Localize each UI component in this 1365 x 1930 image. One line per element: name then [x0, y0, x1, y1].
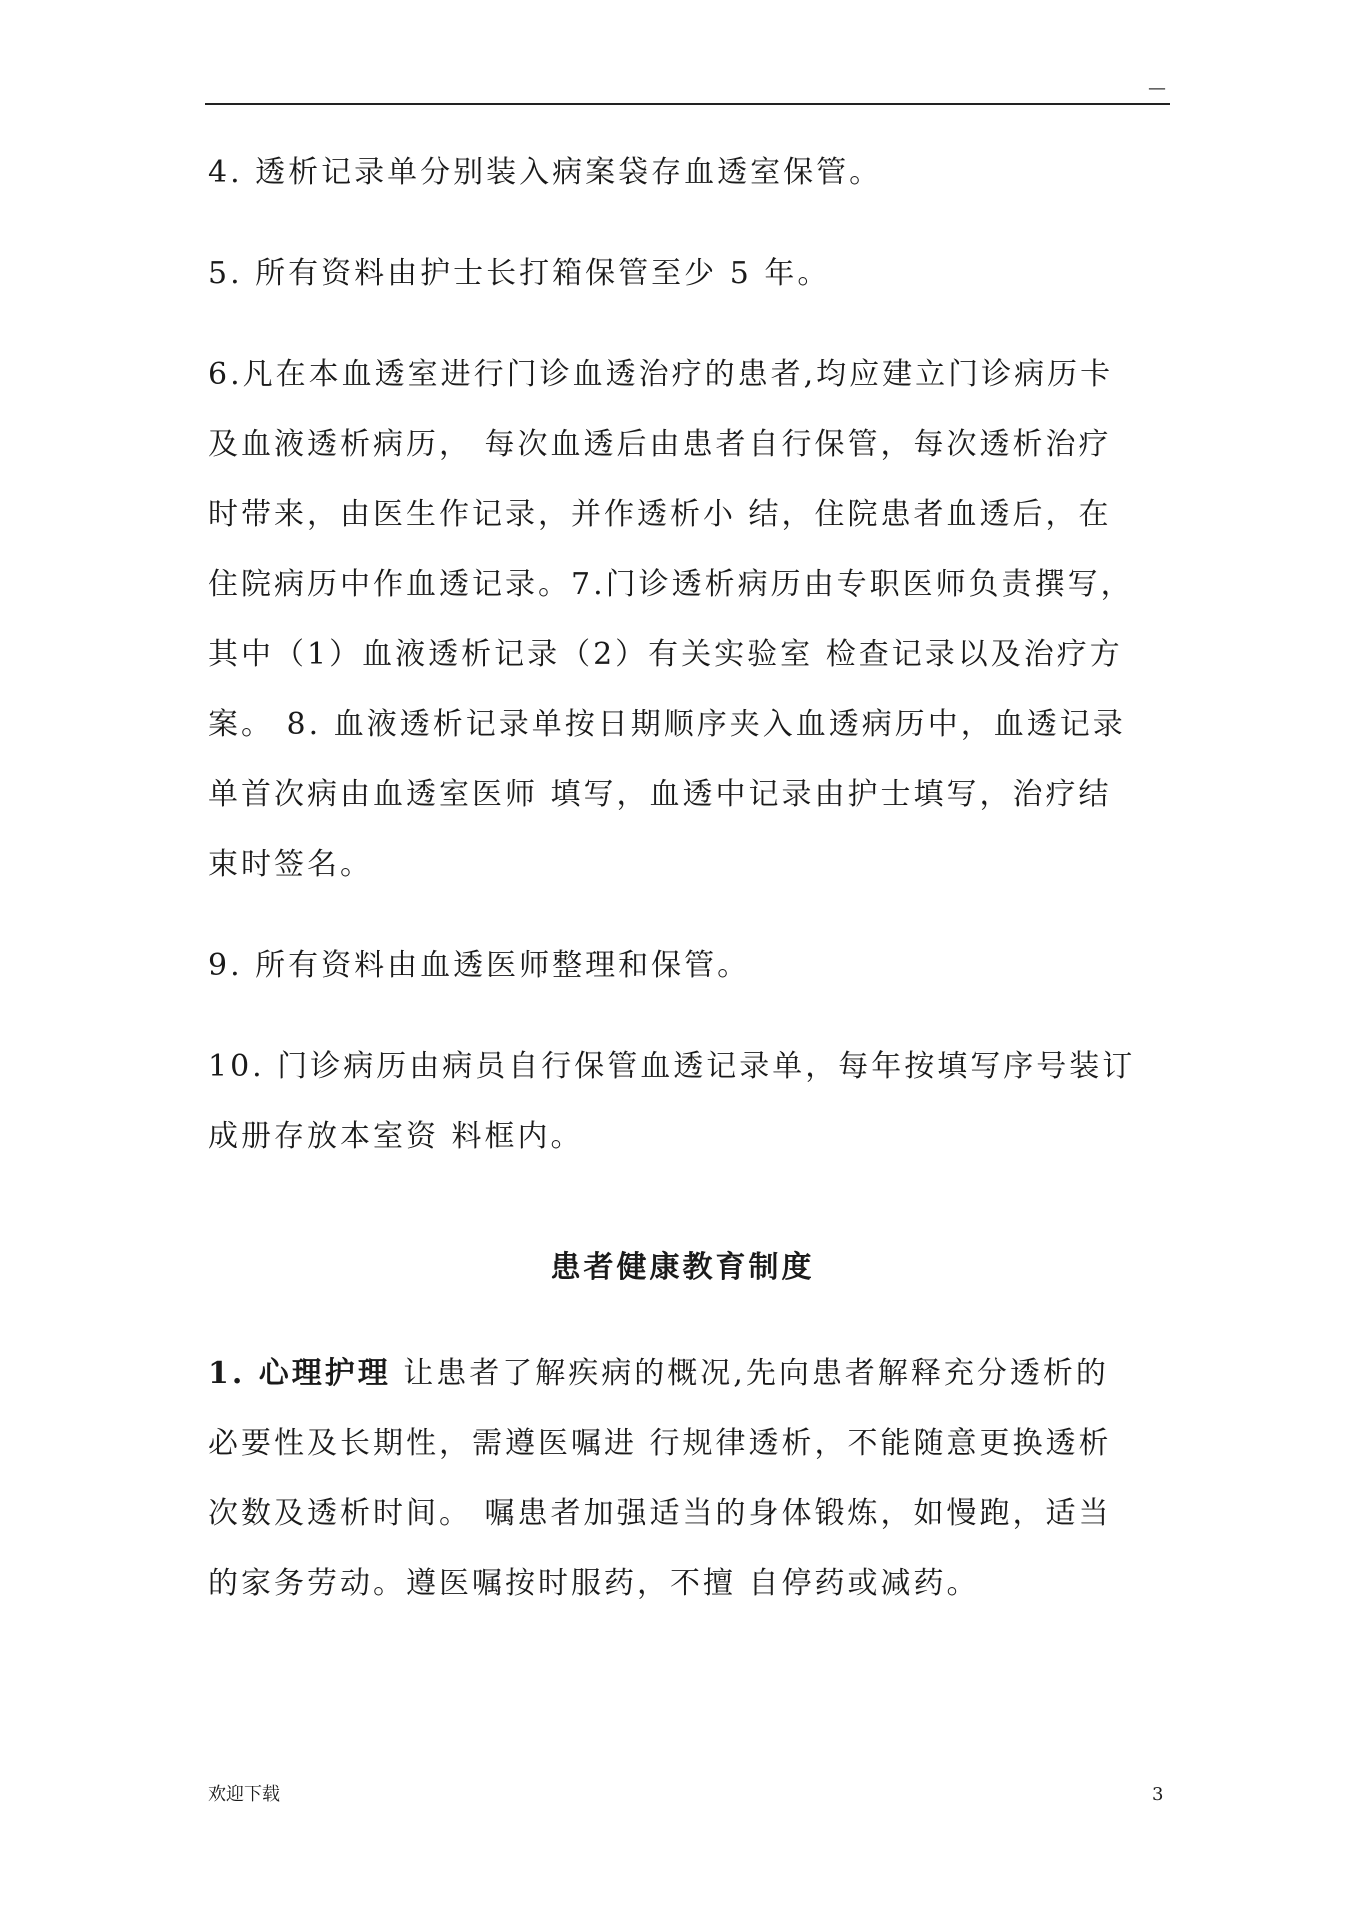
paragraph-line: 5. 所有资料由护士长打箱保管至少 5 年。 — [208, 256, 831, 291]
item-bold-label: 心理护理 — [258, 1356, 391, 1391]
paragraph-line: 案。 8. 血液透析记录单按日期顺序夹入血透病历中，血透记录 — [208, 707, 1126, 742]
paragraph-line: 6.凡在本血透室进行门诊血透治疗的患者,均应建立门诊病历卡 — [208, 357, 1114, 392]
header-mark: — — [1148, 78, 1166, 99]
paragraph-line: 4. 透析记录单分别装入病案袋存血透室保管。 — [208, 155, 883, 190]
section-item-line: 次数及透析时间。 嘱患者加强适当的身体锻炼，如慢跑，适当 — [208, 1496, 1112, 1531]
item-number: 1. — [208, 1356, 259, 1391]
paragraph-line: 10. 门诊病历由病员自行保管血透记录单，每年按填写序号装订 — [208, 1049, 1136, 1084]
section-title: 患者健康教育制度 — [550, 1250, 815, 1285]
paragraph-line: 成册存放本室资 料框内。 — [208, 1119, 584, 1154]
page-number: 3 — [1152, 1784, 1164, 1805]
paragraph-line: 及血液透析病历， 每次血透后由患者自行保管，每次透析治疗 — [208, 427, 1112, 462]
item-first-line-text: 让患者了解疾病的概况,先向患者解释充分透析的 — [390, 1356, 1109, 1391]
section-item-line: 必要性及长期性，需遵医嘱进 行规律透析，不能随意更换透析 — [208, 1426, 1112, 1461]
header-rule — [205, 103, 1170, 105]
paragraph-line: 9. 所有资料由血透医师整理和保管。 — [208, 948, 751, 983]
paragraph-line: 其中（1）血液透析记录（2）有关实验室 检查记录以及治疗方 — [208, 637, 1123, 672]
section-item-line: 的家务劳动。遵医嘱按时服药，不擅 自停药或减药。 — [208, 1566, 980, 1601]
paragraph-line: 时带来，由医生作记录，并作透析小 结，住院患者血透后，在 — [208, 497, 1112, 532]
paragraph-line: 单首次病由血透室医师 填写，血透中记录由护士填写，治疗结 — [208, 777, 1112, 812]
footer-text: 欢迎下载 — [208, 1784, 280, 1805]
paragraph-line: 束时签名。 — [208, 847, 373, 882]
section-item-first-line — [208, 1356, 1173, 1392]
paragraph-line: 住院病历中作血透记录。7.门诊透析病历由专职医师负责撰写， — [208, 567, 1134, 602]
